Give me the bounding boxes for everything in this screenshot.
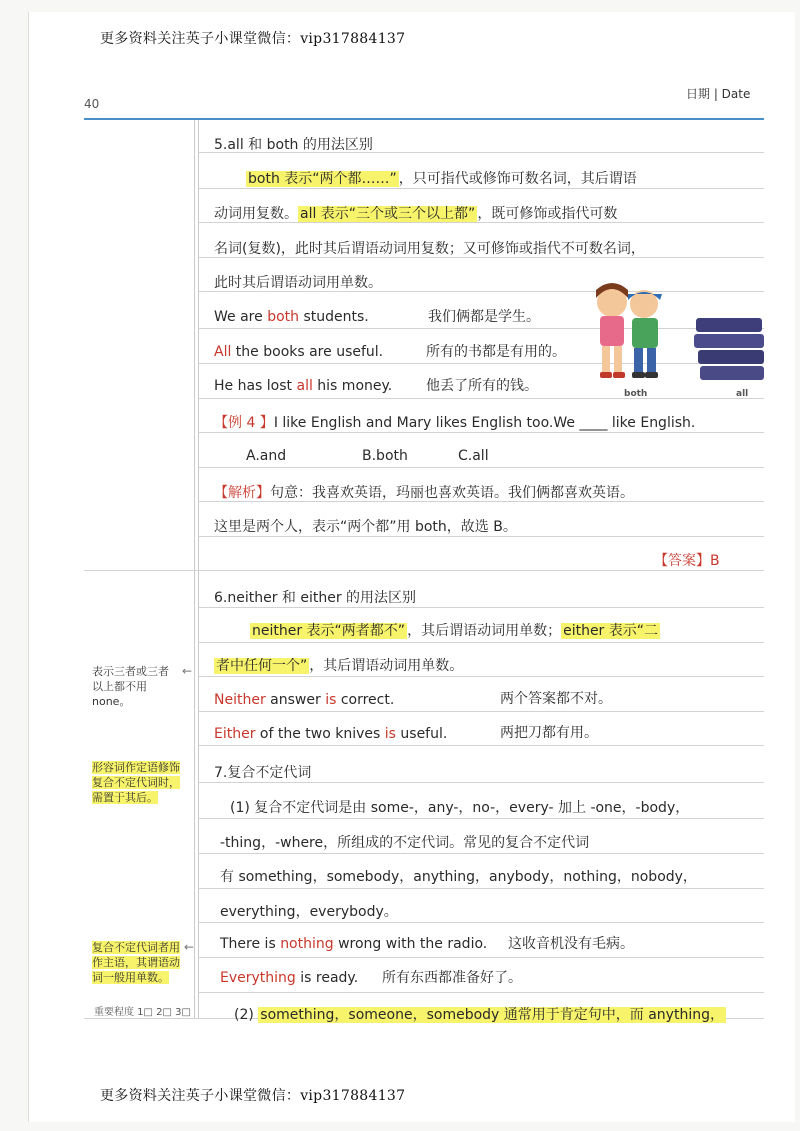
watermark-bottom: 更多资料关注英子小课堂微信：vip317884137: [100, 1088, 406, 1104]
analysis: [214, 482, 634, 502]
option-c: C.all: [458, 448, 489, 464]
example-cn: 这收音机没有毛病。: [508, 936, 634, 952]
sidenote-1: 表示三者或三者以上都不用 none。: [92, 665, 169, 708]
rule-line: [198, 957, 764, 958]
example-en: [214, 726, 447, 742]
text-line: [214, 655, 463, 675]
sidenote-text: 复合不定代词者用作主语，其谓语动词一般用单数。: [92, 941, 180, 984]
text-line: [250, 620, 660, 640]
text-line: (1) 复合不定代词是由 some-，any-，no-，every- 加上 -one，-body，: [230, 800, 690, 816]
keyword: All: [214, 344, 232, 360]
question-text: I like English and Mary likes English too.We ____ like English.: [273, 415, 696, 431]
rule-line: [198, 922, 764, 923]
page-number: 40: [84, 97, 100, 111]
rule-line: [198, 992, 764, 993]
example-en: [214, 344, 383, 360]
text-line: 此时其后谓语动词用单数。: [214, 275, 382, 291]
text-span: useful.: [395, 726, 448, 742]
example-en: [214, 309, 369, 325]
margin-line: [194, 120, 195, 1018]
analysis-line2: 这里是两个人，表示“两个都”用 both，故选 B。: [214, 519, 517, 535]
text-line: 有 something，somebody，anything，anybody，nothing，nobody，: [220, 869, 697, 885]
section-title: 5.all 和 both 的用法区别: [214, 137, 373, 153]
arrow-icon: ←: [182, 664, 193, 678]
sidenote-3: [92, 940, 180, 985]
arrow-icon: ←: [184, 940, 195, 954]
text-line: [246, 168, 637, 188]
rule-line: [198, 888, 764, 889]
rule-line: [198, 642, 764, 643]
sidenote-2: [92, 760, 188, 805]
section-title: 7.复合不定代词: [214, 765, 312, 781]
rule-line: [198, 432, 764, 433]
text-line: everything，everybody。: [220, 904, 398, 920]
keyword: both: [267, 309, 300, 325]
text-span: wrong with the radio.: [333, 936, 488, 952]
keyword: is: [384, 726, 396, 742]
text-span: (2): [234, 1007, 254, 1023]
example-cn: 所有的书都是有用的。: [426, 344, 566, 360]
text-line: [234, 1004, 726, 1024]
answer: 【答案】B: [654, 553, 720, 569]
text-line: 名词(复数)，此时其后谓语动词用复数；又可修饰或指代不可数名词，: [214, 241, 645, 257]
option-b: B.both: [362, 448, 408, 464]
illustration-kids-books: [584, 280, 774, 400]
text-span: correct.: [336, 692, 395, 708]
keyword: Either: [214, 726, 256, 742]
example-en: [220, 936, 487, 952]
highlight: both 表示“两个都……”: [248, 171, 397, 187]
rule-line: [198, 782, 764, 783]
section-title: 6.neither 和 either 的用法区别: [214, 590, 417, 606]
text-span: of the two knives: [255, 726, 385, 742]
text-line: -thing，-where，所组成的不定代词。常见的复合不定代词: [220, 835, 590, 851]
text-span: the books are useful.: [231, 344, 384, 360]
rule-line: [198, 711, 764, 712]
text-span: students.: [299, 309, 369, 325]
rule-line: [198, 818, 764, 819]
highlight: something，someone，somebody 通常用于肯定句中，而 anything，: [260, 1007, 724, 1023]
kid-boy-icon: [628, 290, 662, 378]
rule-line: [198, 188, 764, 189]
keyword: is: [325, 692, 337, 708]
example-cn: 两把刀都有用。: [500, 725, 598, 741]
illustration-label-both: both: [624, 389, 648, 399]
text-span: is ready.: [295, 970, 359, 986]
example-cn: 两个答案都不对。: [500, 691, 612, 707]
rule-line: [198, 676, 764, 677]
text-span: his money.: [312, 378, 393, 394]
analysis-text: 句意：我喜欢英语，玛丽也喜欢英语。我们俩都喜欢英语。: [270, 485, 634, 501]
example-cn: 我们俩都是学生。: [428, 309, 540, 325]
rule-line: [198, 745, 764, 746]
highlight: 者中任何一个”: [216, 658, 308, 674]
keyword: Neither: [214, 692, 266, 708]
watermark-top: 更多资料关注英子小课堂微信：vip317884137: [100, 31, 406, 47]
books-stack-icon: [694, 318, 764, 380]
keyword: Everything: [220, 970, 296, 986]
rule-line: [84, 570, 764, 571]
text-span: There is: [220, 936, 281, 952]
text-line: [214, 203, 617, 223]
text-span: ，其后谓语动词用单数；: [407, 623, 562, 639]
example-en: [214, 692, 394, 708]
illustration-label-all: all: [736, 389, 749, 399]
importance-rating: 重要程度 1□ 2□ 3□: [94, 1007, 191, 1018]
date-label: 日期 | Date: [686, 87, 751, 101]
highlight: neither 表示“两者都不”: [252, 623, 406, 639]
example-en: [220, 970, 358, 986]
rule-line: [198, 607, 764, 608]
highlight: either 表示“二: [563, 623, 659, 639]
keyword: nothing: [280, 936, 334, 952]
text-span: We are: [214, 309, 268, 325]
rule-line: [198, 853, 764, 854]
analysis-label: 【解析】: [214, 485, 270, 501]
question: [214, 412, 695, 432]
option-a: A.and: [246, 448, 287, 464]
rule-line: [198, 536, 764, 537]
kid-girl-icon: [596, 283, 628, 378]
question-label: 【例 4 】: [214, 415, 274, 431]
example-en: [214, 378, 392, 394]
rule-line: [198, 467, 764, 468]
example-cn: 他丢了所有的钱。: [426, 378, 538, 394]
example-cn: 所有东西都准备好了。: [382, 970, 522, 986]
keyword: all: [296, 378, 313, 394]
margin-line-inner: [198, 120, 199, 1018]
text-span: ，既可修饰或指代可数: [477, 206, 618, 222]
text-span: ，只可指代或修饰可数名词，其后谓语: [398, 171, 637, 187]
text-span: He has lost: [214, 378, 297, 394]
text-span: ，其后谓语动词用单数。: [309, 658, 464, 674]
text-span: answer: [265, 692, 326, 708]
sidenote-text: 形容词作定语修饰复合不定代词时，需置于其后。: [92, 761, 180, 804]
text-span: 动词用复数。: [214, 206, 298, 222]
highlight: all 表示“三个或三个以上都”: [300, 206, 476, 222]
header-rule: [84, 118, 764, 120]
